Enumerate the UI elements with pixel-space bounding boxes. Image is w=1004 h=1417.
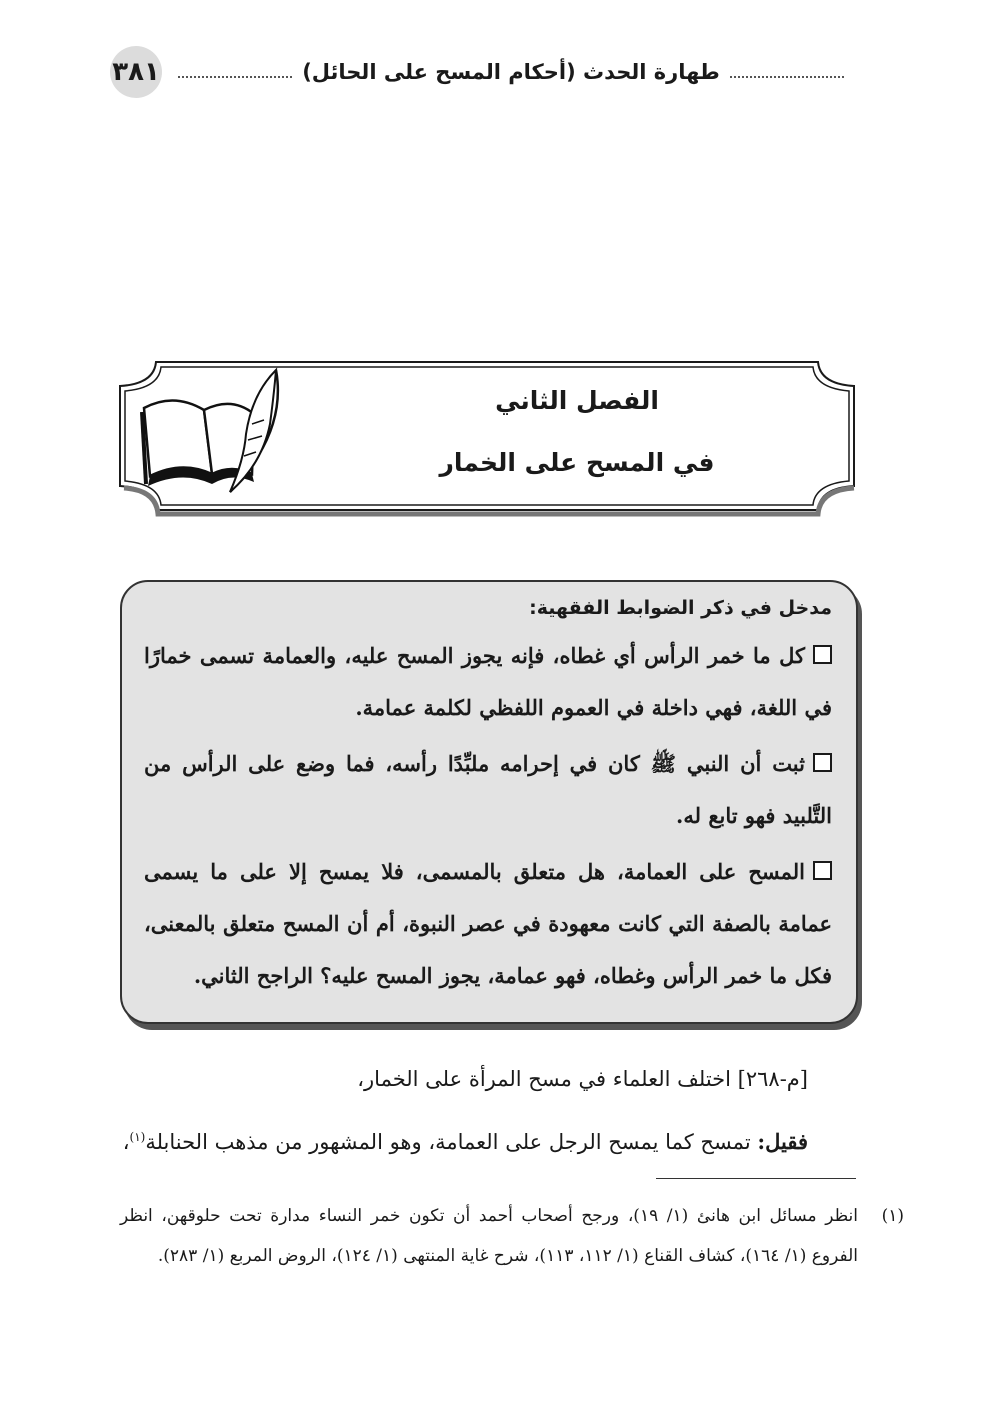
checkbox-icon xyxy=(813,753,832,772)
paragraph xyxy=(120,1108,808,1171)
footnote-divider xyxy=(656,1178,856,1179)
chapter-banner xyxy=(112,354,862,518)
rule-item xyxy=(144,846,832,1002)
rule-text: المسح على العمامة، هل متعلق بالمسمى، فلا يمسح إلا على ما يسمى عمامة بالصفة التي كانت معهودة في عصر النبوة، أم أن المسح متعلق بالمعنى، فكل ما خمر الرأس وغطاه، فهو عمامة، يجوز المسح عليه؟ الراجح الثاني. xyxy=(144,859,832,988)
footnote-ref[interactable]: (١) xyxy=(129,1130,146,1144)
checkbox-icon xyxy=(813,645,832,664)
paragraph xyxy=(120,1050,808,1108)
chapter-subtitle: في المسح على الخمار xyxy=(439,448,715,477)
header-dots-left xyxy=(178,76,292,78)
rule-text: ثبت أن النبي ﷺ كان في إحرامه ملبِّدًا رأسه، فما وضع على الرأس من التَّلبيد فهو تابع له. xyxy=(144,751,832,828)
footnote-text: انظر مسائل ابن هانئ (١/ ١٩)، ورجح أصحاب أحمد أن تكون خمر النساء مدارة تحت حلوقهن، انظر الفروع (١/ ١٦٤)، كشاف القناع (١/ ١١٢، ١١٣)، شرح غاية المنتهى (١/ ١٢٤)، الروض المربع (١/ ٢٨٣). xyxy=(120,1206,858,1266)
page-number: ٣٨١ xyxy=(110,46,162,98)
header-dots-right xyxy=(730,76,844,78)
footnote xyxy=(120,1196,904,1276)
rule-item xyxy=(144,738,832,842)
chapter-title: الفصل الثاني xyxy=(495,386,659,415)
checkbox-icon xyxy=(813,861,832,880)
paragraph-lead: فقيل: xyxy=(757,1129,808,1154)
running-header xyxy=(178,58,844,86)
paragraph-end: ، xyxy=(122,1130,130,1154)
book-quill-icon xyxy=(134,364,284,504)
footnote-number: (١) xyxy=(881,1206,904,1226)
paragraph-text: تمسح كما يمسح الرجل على العمامة، وهو المشهور من مذهب الحنابلة xyxy=(145,1130,758,1154)
body-text xyxy=(120,1050,808,1171)
rule-text: كل ما خمر الرأس أي غطاه، فإنه يجوز المسح عليه، والعمامة تسمى خمارًا في اللغة، فهي داخلة في العموم اللفظي لكلمة عمامة. xyxy=(144,643,832,720)
paragraph-text: [م-٢٦٨] اختلف العلماء في مسح المرأة على الخمار، xyxy=(357,1067,808,1091)
rules-intro: مدخل في ذكر الضوابط الفقهية: xyxy=(529,597,832,619)
rule-item xyxy=(144,630,832,734)
rules-box xyxy=(120,580,858,1024)
running-title: طهارة الحدث (أحكام المسح على الحائل) xyxy=(302,60,720,84)
